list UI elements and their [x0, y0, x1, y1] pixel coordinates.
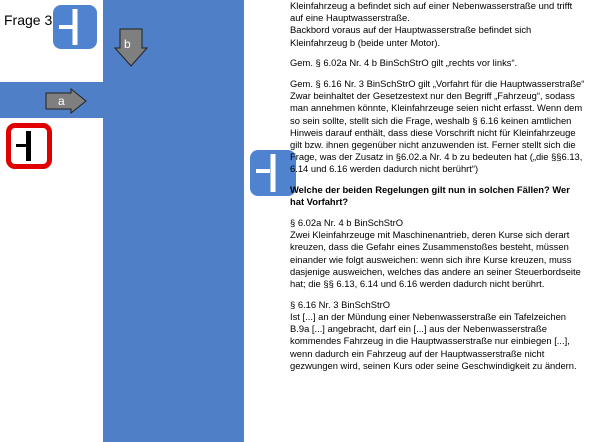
- boat-a-arrow-icon: [45, 88, 87, 114]
- key-question: Welche der beiden Regelungen gilt nun in solchen Fällen? Wer hat Vorfahrt?: [290, 184, 570, 208]
- question-title: Frage 3: [4, 12, 53, 28]
- rule-6-16-quote: § 6.16 Nr. 3 BinSchStrO Ist [...] an der Mündung einer Nebenwasserstraße ein Tafelzeichen B.9a [...] angebracht, darf ein [...] aus der Nebenwasserstraße kommendes Fahrzeug in die Hauptwasserstraße nur einbiegen [...], wenn dadurch ein Fahrzeug auf der Hauptwasserstraße nicht gezwungen wird, seinen Kurs oder seine Geschwindigkeit zu ändern.: [290, 298, 577, 371]
- boat-b-arrow-icon: [114, 28, 148, 68]
- rule-6-02a-quote: § 6.02a Nr. 4 b BinSchStrO Zwei Kleinfahrzeuge mit Maschinenantrieb, deren Kurse sich derart kreuzen, dass die Gefahr eines Zusammenstoßes besteht, müssen einander wie folgt ausweichen: wenn sich ihre Kurse kreuzen, muss dasjenige ausweichen, welches das andere an seiner Steuerbordseite hat; die §§ 6.13, 6.14 und 6.16 werden dadurch nicht berührt.: [290, 217, 581, 290]
- boat-b-label: b: [124, 37, 131, 51]
- scenario-paragraph: Kleinfahrzeug a befindet sich auf einer Nebenwasserstraße und trifft auf eine Hauptwasserstraße. Backbord voraus auf der Hauptwasserstraße befindet sich Kleinfahrzeug b (beide unter Motor).: [290, 0, 573, 48]
- sign-b9a-icon: [6, 123, 52, 169]
- rule-6-16-discussion: Gem. § 6.16 Nr. 3 BinSchStrO gilt „Vorfahrt für die Hauptwasserstraße“ Zwar beinhaltet der Gesetzestext nur den Begriff „Fahrzeug“, sodass man annehmen könnte, Kleinfahrzeuge seien nicht erfasst. Wenn dem so sein sollte, stellt sich die Frage, weshalb § 6.16 keinen amtlichen Hinweis darauf enthält, dass diese Vorschrift nicht für Kleinfahrzeuge gilt bzw. ihnen gegenüber nicht anzuwenden ist. Ferner stellt sich die Frage, was der Zusatz in §6.02.a Nr. 4 b zu bedeuten hat („die §§6.13, 6.14 und 6.16 werden dadurch nicht berührt“): [290, 78, 585, 175]
- boat-a-label: a: [58, 94, 65, 108]
- sign-b11-top-icon: [53, 5, 97, 49]
- rule-6-02a-summary: Gem. § 6.02a Nr. 4 b BinSchStrO gilt „rechts vor links“.: [290, 57, 518, 69]
- explanation-text: [290, 0, 586, 380]
